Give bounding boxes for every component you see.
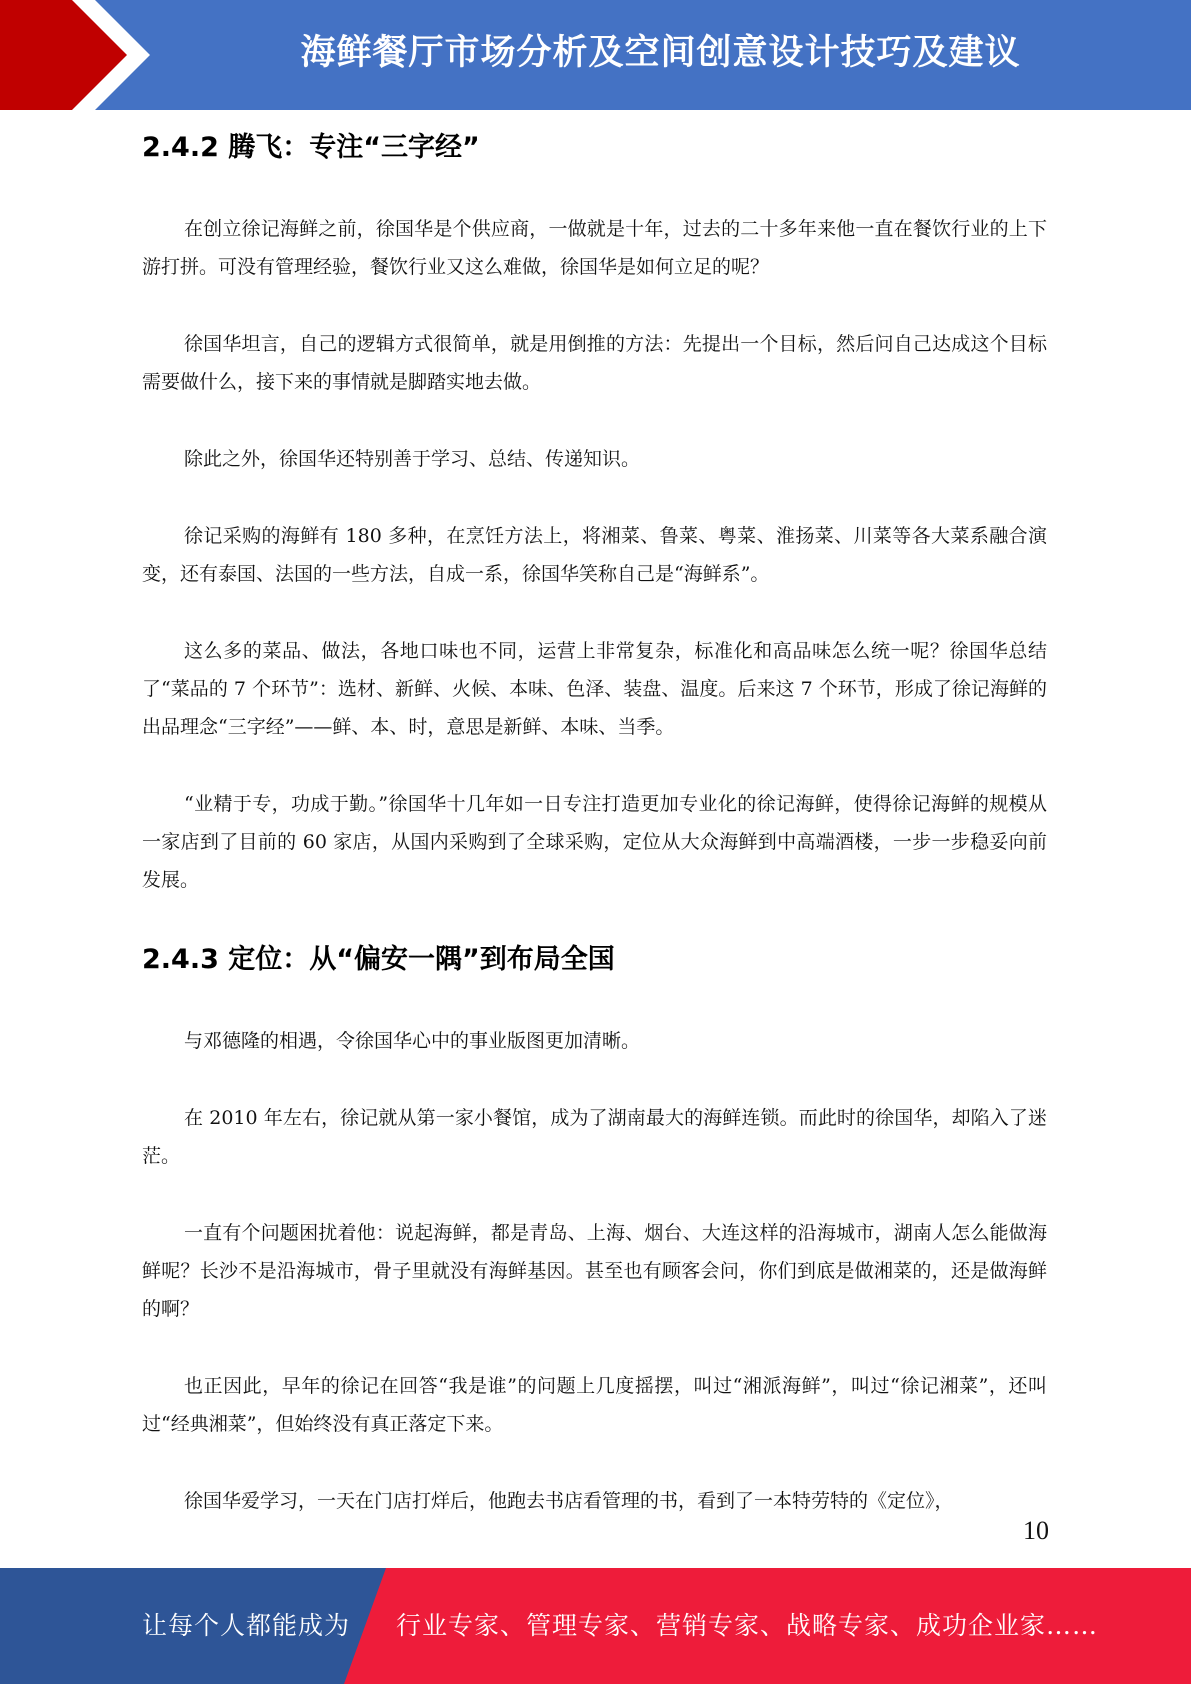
paragraph: 徐国华坦言，自己的逻辑方式很简单，就是用倒推的方法：先提出一个目标，然后问自己达成这个目标需要做什么，接下来的事情就是脚踏实地去做。 [142,333,1047,393]
paragraph: 徐记采购的海鲜有 180 多种，在烹饪方法上，将湘菜、鲁菜、粤菜、淮扬菜、川菜等各大菜系融合演变，还有泰国、法国的一些方法，自成一系，徐国华笑称自己是“海鲜系”。 [142,525,1047,585]
section-heading: 2.4.2 腾飞：专注“三字经” [142,132,480,163]
paragraph: 除此之外，徐国华还特别善于学习、总结、传递知识。 [184,448,641,470]
header-chevron-icon [0,0,160,110]
paragraph: 这么多的菜品、做法，各地口味也不同，运营上非常复杂，标准化和高品味怎么统一呢？徐国华总结了“菜品的 7 个环节”：选材、新鲜、火候、本味、色泽、装盘、温度。后来这 7 个环节，形成了徐记海鲜的出品理念“三字经”——鲜、本、时，意思是新鲜、本味、当季。 [142,640,1047,738]
paragraph: 与邓德隆的相遇，令徐国华心中的事业版图更加清晰。 [184,1030,641,1052]
section-heading: 2.4.3 定位：从“偏安一隅”到布局全国 [142,944,615,975]
page-header [0,0,1191,110]
header-title: 海鲜餐厅市场分析及空间创意设计技巧及建议 [300,33,1021,73]
document-body [142,126,1047,1559]
page-footer [0,1568,1191,1684]
paragraph: “业精于专，功成于勤。”徐国华十几年如一日专注打造更加专业化的徐记海鲜，使得徐记海鲜的规模从一家店到了目前的 60 家店，从国内采购到了全球采购，定位从大众海鲜到中高端酒楼，一步一步稳妥向前发展。 [142,793,1047,891]
paragraph: 也正因此，早年的徐记在回答“我是谁”的问题上几度摇摆，叫过“湘派海鲜”，叫过“徐记湘菜”，还叫过“经典湘菜”，但始终没有真正落定下来。 [142,1375,1047,1435]
footer-slogan-right: 行业专家、管理专家、营销专家、战略专家、成功企业家…… [396,1611,1099,1640]
paragraph: 徐国华爱学习，一天在门店打烊后，他跑去书店看管理的书，看到了一本特劳特的《定位》， [184,1490,954,1512]
paragraph: 在创立徐记海鲜之前，徐国华是个供应商，一做就是十年，过去的二十多年来他一直在餐饮行业的上下游打拼。可没有管理经验，餐饮行业又这么难做，徐国华是如何立足的呢？ [142,218,1047,278]
page-number: 10 [1023,1516,1049,1545]
paragraph: 在 2010 年左右，徐记就从第一家小餐馆，成为了湖南最大的海鲜连锁。而此时的徐国华，却陷入了迷茫。 [142,1107,1047,1167]
paragraph: 一直有个问题困扰着他：说起海鲜，都是青岛、上海、烟台、大连这样的沿海城市，湖南人怎么能做海鲜呢？长沙不是沿海城市，骨子里就没有海鲜基因。甚至也有顾客会问，你们到底是做湘菜的，还是做海鲜的啊？ [142,1222,1047,1320]
footer-slogan-left: 让每个人都能成为 [142,1611,351,1640]
